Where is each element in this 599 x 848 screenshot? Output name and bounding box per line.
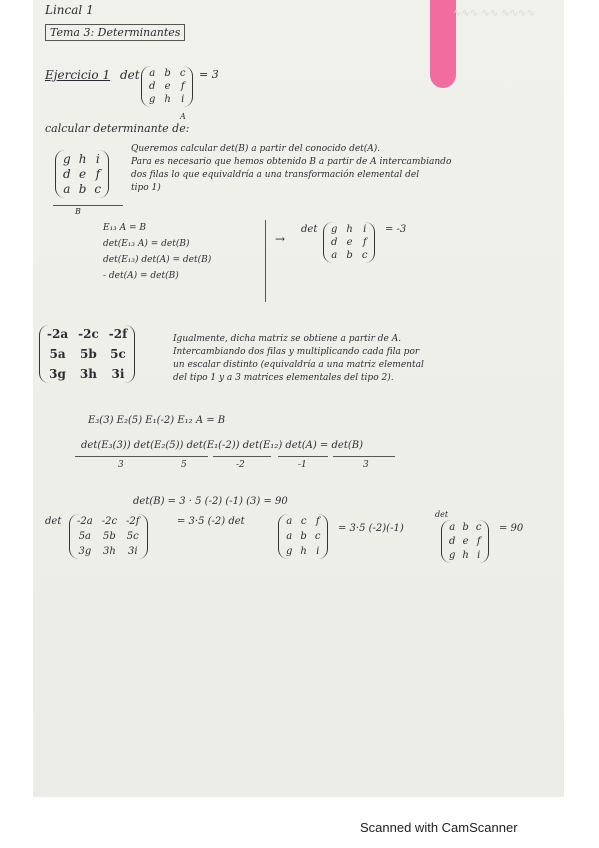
matrix-entry: a	[286, 516, 293, 527]
matrix-entry: f	[476, 536, 481, 547]
result-det-label: det	[301, 224, 318, 235]
underline-5	[333, 456, 395, 457]
explanation-line: tipo 1)	[131, 183, 161, 193]
result-1-matrix	[323, 222, 375, 263]
camscanner-watermark: Scanned with CamScanner	[360, 820, 518, 835]
final-eq-1: = 3·5 (-2) det	[177, 516, 245, 527]
det-b-line: det(B) = 3 · 5 (-2) (-1) (3) = 90	[133, 496, 288, 507]
step-line: E₁₃ A = B	[103, 223, 147, 233]
step-line: - det(A) = det(B)	[103, 271, 179, 281]
matrix-entry: -2c	[101, 516, 118, 527]
matrix-entry: 5b	[102, 531, 116, 542]
matrix-entry: g	[331, 224, 338, 235]
matrix-entry: 5a	[49, 347, 66, 361]
matrix-entry: e	[79, 167, 87, 181]
explanation-line: del tipo 1 y a 3 matrices elementales del tipo 2).	[173, 373, 394, 383]
matrix-entry: b	[300, 531, 307, 542]
matrix-b	[55, 150, 109, 198]
matrix-entry: b	[78, 182, 87, 196]
page-heading: Lincal 1	[45, 3, 94, 17]
final-det-label: det	[45, 516, 62, 527]
step-line: det(E₁₃ A) = det(B)	[103, 239, 190, 249]
matrix-entry: i	[181, 94, 185, 105]
step-line: det(E₁₃) det(A) = det(B)	[103, 255, 212, 265]
matrix-entry: -2f	[126, 516, 140, 527]
matrix-entry: 3i	[127, 546, 138, 557]
matrix-entry: i	[363, 224, 367, 235]
matrix-entry: 3i	[111, 367, 125, 381]
matrix-entry: c	[475, 522, 482, 533]
matrix-entry: a	[286, 531, 293, 542]
matrix-entry: c	[94, 182, 102, 196]
under-value: -1	[298, 460, 307, 470]
matrix-entry: g	[149, 94, 156, 105]
steps-1	[103, 220, 211, 284]
under-value: 5	[181, 460, 187, 470]
explanation-line: Queremos calcular det(B) a partir del conocido det(A).	[131, 144, 381, 154]
final-eq-2: = 3·5 (-2)(-1)	[338, 523, 404, 534]
arrow: →	[275, 232, 286, 246]
underline-3	[213, 456, 271, 457]
matrix-entry: b	[164, 68, 171, 79]
matrix-entry: i	[95, 152, 100, 166]
matrix-entry: g	[286, 546, 293, 557]
explanation-line: dos filas lo que equivaldría a una transformación elemental del	[131, 170, 420, 180]
matrix-entry: 5b	[80, 347, 97, 361]
explanation-1	[131, 143, 451, 195]
matrix-a	[141, 66, 193, 107]
matrix-entry: i	[316, 546, 320, 557]
matrix-entry: h	[462, 550, 469, 561]
det-label: det	[120, 68, 140, 82]
matrix-entry: 3g	[49, 367, 66, 381]
task-line: calcular determinante de:	[45, 122, 190, 135]
matrix-entry: c	[361, 250, 368, 261]
explanation-2	[173, 333, 424, 385]
matrix-b-label: B	[75, 207, 81, 216]
underline-b	[53, 205, 123, 206]
matrix-entry: i	[477, 550, 481, 561]
matrix-entry: a	[149, 68, 156, 79]
matrix-entry: g	[63, 152, 71, 166]
matrix-entry: f	[180, 81, 185, 92]
matrix-entry: 5c	[110, 347, 126, 361]
matrix-entry: 5a	[78, 531, 92, 542]
matrix-entry: b	[346, 250, 353, 261]
matrix-entry: 5c	[126, 531, 139, 542]
det-product: det(E₃(3)) det(E₂(5)) det(E₁(-2)) det(E₁₂) det(A) = det(B)	[81, 440, 363, 451]
final-matrix-3	[441, 520, 489, 563]
matrix-entry: d	[149, 81, 156, 92]
final-matrix-2	[278, 514, 328, 559]
explanation-line: un escalar distinto (equivaldría a una matriz elemental	[173, 360, 424, 370]
matrix-entry: -2c	[78, 327, 99, 341]
underline-4	[278, 456, 328, 457]
explanation-line: Para es necesario que hemos obtenido B a partir de A intercambiando	[131, 157, 452, 167]
final-det-label-2: det	[435, 510, 449, 519]
matrix-entry: a	[331, 250, 338, 261]
matrix-entry: -2a	[77, 516, 93, 527]
matrix-c	[39, 325, 135, 383]
scanned-page	[33, 0, 564, 797]
matrix-entry: d	[449, 536, 456, 547]
final-matrix-1	[69, 514, 148, 559]
final-value: = 90	[499, 523, 524, 534]
matrix-entry: e	[346, 237, 353, 248]
matrix-entry: h	[300, 546, 307, 557]
matrix-entry: -2f	[108, 327, 128, 341]
matrix-entry: 3h	[102, 546, 116, 557]
matrix-entry: e	[164, 81, 171, 92]
explanation-line: Intercambiando dos filas y multiplicando cada fila por	[173, 347, 420, 357]
given-value: = 3	[199, 68, 219, 81]
matrix-entry: h	[164, 94, 171, 105]
divider-1	[265, 220, 266, 302]
matrix-entry: f	[95, 167, 101, 181]
matrix-entry: a	[449, 522, 456, 533]
underline-2	[158, 456, 208, 457]
matrix-entry: h	[78, 152, 87, 166]
result-1-value: = -3	[385, 224, 407, 235]
under-value: 3	[118, 460, 124, 470]
under-value: -2	[236, 460, 245, 470]
explanation-line: Igualmente, dicha matriz se obtiene a partir de A.	[173, 334, 402, 344]
elementary-product: E₃(3) E₂(5) E₁(-2) E₁₂ A = B	[88, 415, 226, 426]
matrix-entry: -2a	[47, 327, 69, 341]
matrix-entry: 3h	[79, 367, 97, 381]
matrix-entry: 3g	[78, 546, 92, 557]
example-label: Ejercicio 1	[45, 68, 111, 82]
matrix-entry: d	[331, 237, 338, 248]
matrix-entry: h	[346, 224, 353, 235]
matrix-entry: d	[63, 167, 71, 181]
matrix-entry: c	[314, 531, 321, 542]
matrix-entry: f	[315, 516, 320, 527]
matrix-a-label: A	[180, 112, 186, 121]
matrix-entry: b	[462, 522, 469, 533]
bleed-through: ∿∿∿ ∿∿ ∿∿∿∿	[453, 8, 535, 19]
matrix-entry: c	[300, 516, 307, 527]
matrix-entry: g	[449, 550, 456, 561]
topic-title: Tema 3: Determinantes	[45, 24, 185, 41]
matrix-entry: c	[179, 68, 186, 79]
matrix-entry: e	[462, 536, 469, 547]
under-value: 3	[363, 460, 369, 470]
matrix-entry: f	[362, 237, 367, 248]
matrix-entry: a	[63, 182, 71, 196]
